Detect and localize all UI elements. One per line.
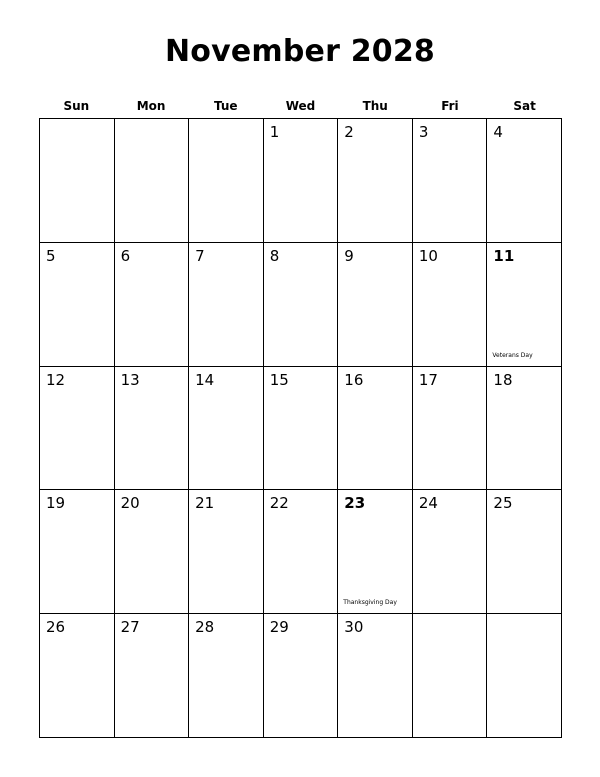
day-number: 11 xyxy=(493,246,515,265)
day-cell xyxy=(189,367,264,491)
day-cell xyxy=(264,119,339,243)
day-cell xyxy=(40,367,115,491)
day-number: 23 xyxy=(344,494,366,513)
weekday-thu: Thu xyxy=(362,99,388,113)
day-cell xyxy=(264,243,339,367)
weekday-fri: Fri xyxy=(441,99,459,113)
day-cell xyxy=(413,367,488,491)
day-number: 5 xyxy=(46,246,56,265)
holiday-label: Thanksgiving Day xyxy=(343,599,397,607)
day-number: 4 xyxy=(493,123,503,141)
calendar-title: November 2028 xyxy=(164,34,436,69)
day-cell xyxy=(264,614,339,738)
day-cell xyxy=(264,490,339,614)
day-number: 30 xyxy=(344,618,364,637)
weekday-tue: Tue xyxy=(214,99,238,113)
day-cell xyxy=(115,367,190,491)
day-cell xyxy=(264,367,339,491)
day-number: 21 xyxy=(195,494,215,513)
day-cell xyxy=(115,243,190,367)
day-number: 3 xyxy=(418,123,429,141)
day-number: 24 xyxy=(418,494,438,513)
holiday-label: Veterans Day xyxy=(492,351,533,359)
day-cell xyxy=(338,243,413,367)
day-cell xyxy=(115,614,190,738)
day-cell xyxy=(115,490,190,614)
day-cell xyxy=(338,614,413,738)
day-cell xyxy=(115,119,190,243)
day-cell xyxy=(487,490,562,614)
day-cell xyxy=(487,614,562,738)
day-number: 17 xyxy=(418,370,438,389)
weekday-sat: Sat xyxy=(513,99,536,113)
day-cell xyxy=(40,490,115,614)
day-number: 14 xyxy=(195,370,215,389)
day-number: 12 xyxy=(46,370,66,389)
weekday-wed: Wed xyxy=(285,99,316,113)
day-cell xyxy=(487,243,562,367)
day-number: 19 xyxy=(46,494,66,513)
weekday-mon: Mon xyxy=(136,99,166,113)
day-cell xyxy=(413,119,488,243)
day-cell xyxy=(413,243,488,367)
day-number: 9 xyxy=(344,246,354,265)
day-number: 27 xyxy=(120,618,140,637)
day-number: 22 xyxy=(269,494,289,513)
day-number: 7 xyxy=(195,246,205,265)
day-cell xyxy=(413,614,488,738)
weekday-header-row xyxy=(39,99,562,115)
day-cell xyxy=(338,119,413,243)
day-cell xyxy=(189,119,264,243)
day-cell xyxy=(487,119,562,243)
day-number: 8 xyxy=(269,246,280,265)
calendar-grid xyxy=(39,118,562,738)
day-cell xyxy=(189,243,264,367)
day-number: 26 xyxy=(46,618,66,637)
day-number: 25 xyxy=(493,494,513,513)
day-cell xyxy=(40,614,115,738)
day-cell xyxy=(338,367,413,491)
day-cell xyxy=(487,367,562,491)
day-number: 6 xyxy=(120,246,131,265)
day-cell xyxy=(338,490,413,614)
day-number: 10 xyxy=(418,246,438,265)
day-cell xyxy=(189,490,264,614)
day-number: 20 xyxy=(120,494,140,513)
day-number: 15 xyxy=(269,370,289,389)
day-number: 18 xyxy=(493,370,513,389)
day-cell xyxy=(40,243,115,367)
day-number: 29 xyxy=(269,618,289,637)
day-number: 28 xyxy=(195,618,215,637)
day-cell xyxy=(189,614,264,738)
weekday-sun: Sun xyxy=(63,99,90,113)
day-number: 2 xyxy=(344,123,354,141)
day-number: 16 xyxy=(344,370,364,389)
day-number: 1 xyxy=(269,123,280,141)
day-cell xyxy=(40,119,115,243)
day-number: 13 xyxy=(120,370,140,389)
day-cell xyxy=(413,490,488,614)
